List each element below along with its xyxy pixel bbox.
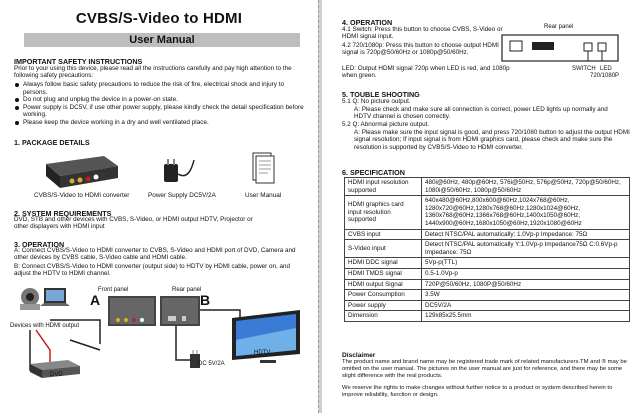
package-item-power: Power Supply DC5V/2A <box>148 192 216 199</box>
safety-item: Always follow basic safety precautions to reduce the risk of fire, electrical shock and injury to persons. <box>14 81 304 96</box>
manual-subtitle: User Manual <box>24 33 300 47</box>
spec-row <box>345 240 630 258</box>
spec-key: HDMI DDC signal <box>345 258 422 269</box>
diagram-label-b: B <box>200 292 211 308</box>
diagram-label-a: A <box>90 292 101 308</box>
safety-list <box>14 81 304 127</box>
rear-panel-diagram <box>500 33 624 67</box>
system-text: DVD, STB and other devices with CVBS, S-Video, or HDMI output HDTV, Projector or other displayers with HDMI input <box>14 216 253 231</box>
disclaimer-p2: We reserve the rights to make changes without further notice to a product or system described herein to improve reliability, function or design. <box>342 385 613 398</box>
power-supply-illustration <box>158 150 198 190</box>
spec-row <box>345 279 630 290</box>
safety-item: Power supply is DC5V, if use other power supply, please kindly check the detail specification before working. <box>14 104 304 119</box>
spec-row <box>345 229 630 240</box>
spec-key: HDMI input resolution supported <box>345 178 422 196</box>
disclaimer-p1: The product name and brand name may be registered trade mark of related manufacturers.TM and ® may be omitted on the user manual. The pictures on the user manual are just for reference, and there may be some slight difference with the real products. <box>342 359 627 379</box>
spec-table <box>344 177 630 322</box>
camera-icon <box>20 288 40 310</box>
spec-key: HDMI graphics card input resolution supported <box>345 196 422 229</box>
rear-panel-label: Rear panel <box>544 24 574 30</box>
package-item-converter: CVBS/S-Video to HDMI converter <box>34 192 130 199</box>
diagram-front-panel: Front panel <box>98 287 129 293</box>
trouble-heading: 5. TOUBLE SHOOTING <box>342 90 420 99</box>
spec-value: Detect NTSC/PAL automatically Y:1.0Vp-p Impedance75Ω C:0.6Vp-p Impedance: 75Ω <box>422 240 630 258</box>
safety-item: Do not plug and unplug the device in a power-on state. <box>14 96 304 104</box>
diagram-dvd: DVD <box>50 372 63 378</box>
package-item-manual: User Manual <box>245 192 282 199</box>
spec-value: Detect NTSC/PAL automatically: 1.0Vp-p Impedance: 75Ω <box>422 229 630 240</box>
operation-b: B: Connect CVBS/S-Video to HDMI converter (output side) to HDTV by HDMI cable, power on, and adjust the HDTV to HDMI channel. <box>14 263 291 278</box>
diagram-power: DC 5V/2A <box>198 361 225 367</box>
package-heading: 1. PACKAGE DETAILS <box>14 138 90 147</box>
spec-row <box>345 290 630 301</box>
diagram-rear-panel: Rear panel <box>172 287 202 293</box>
spec-key: Power supply <box>345 300 422 311</box>
spec-key: Power Consumption <box>345 290 422 301</box>
trouble-q2: 5.2 Q: Abnormal picture output. <box>342 121 430 128</box>
led-label: LED <box>600 66 612 72</box>
trouble-a1: A: Please check and make sure all connection is correct, power LED lights up normally and HDTV channel is chosen correctly. <box>354 106 608 121</box>
trouble-a2: A: Please make sure the input signal is good, and press 720/1080 button to adjust the output HDMI signal resolution; If input signal is from HDMI graphics card, please check and make sure the resolution is supported by CVBS/S-Video to HDMI converter. <box>354 129 630 151</box>
spec-key: S-Video input <box>345 240 422 258</box>
spec-value: 3.5W <box>422 290 630 301</box>
system-heading: 2. SYSTEM REQUIREMENTS <box>14 209 112 218</box>
spec-value: 480i@60Hz, 480p@60Hz, 576i@50Hz, 576p@50Hz, 720p@50/60Hz, 1080i@50/60Hz, 1080p@50/60Hz <box>422 178 630 196</box>
right-operation-heading: 4. OPERATION <box>342 18 393 27</box>
spec-key: HDMI output Signal <box>345 279 422 290</box>
spec-key: CVBS input <box>345 229 422 240</box>
switch-text: 4.1 Switch: Press this button to choose CVBS, S-Video or HDMI signal input. <box>342 26 503 41</box>
manual-title: CVBS/S-Video to HDMI <box>75 10 243 27</box>
spec-key: Dimension <box>345 311 422 322</box>
spec-heading: 6. SPECIFICATION <box>342 168 405 177</box>
laptop-icon <box>40 288 70 306</box>
diagram-devices: Devices with HDMI output <box>10 323 80 329</box>
diagram-hdtv: HDTV <box>254 350 271 356</box>
spec-row <box>345 268 630 279</box>
operation-a: A: Connect CVBS/S-Video to HDMI converter to CVBS, S-Video and HDMI port of DVD, Camera and other devices by CVBS cable, S-Video cable and HDMI cable. <box>14 247 296 262</box>
safety-item: Please keep the device working in a dry and well ventilated place. <box>14 119 304 127</box>
spec-value: 5Vp-p(TTL) <box>422 258 630 269</box>
spec-value: 640x480@60Hz,800x600@60Hz,1024x768@60Hz, 1280x720@60Hz,1280x768@60Hz,1280x1024@60Hz, 1360x768@60Hz,1366x768@60Hz,1400x1050@60Hz, 1440x900@60Hz,1680x1050@60Hz,1920x1080@60Hz <box>422 196 630 229</box>
safety-heading: IMPORTANT SAFETY INSTRUCTIONS <box>14 57 143 66</box>
right-page <box>322 0 640 413</box>
spec-row <box>345 300 630 311</box>
switch-label: SWITCH <box>572 66 596 72</box>
spec-value: DC5V/2A <box>422 300 630 311</box>
safety-intro: Prior to your using this device, please read all the instructions carefully and pay high attention to the following safety precautions: <box>14 65 292 80</box>
converter-illustration <box>42 150 122 192</box>
left-page <box>0 0 318 413</box>
spec-row <box>345 311 630 322</box>
res-label: 720/1080P <box>590 73 620 79</box>
spec-row <box>345 196 630 229</box>
spec-row <box>345 258 630 269</box>
spec-row <box>345 178 630 196</box>
spec-value: 129x85x25.5mm <box>422 311 630 322</box>
user-manual-illustration <box>250 151 276 185</box>
led-text: LED: Output HDMI signal 720p when LED is red, and 1080p when green. <box>342 65 510 80</box>
disclaimer-heading: Disclaimer <box>342 352 376 359</box>
connection-diagram <box>10 280 310 410</box>
operation-heading: 3. OPERATION <box>14 240 65 249</box>
spec-key: HDMI TMDS signal <box>345 268 422 279</box>
trouble-q1: 5.1 Q: No picture output. <box>342 98 411 105</box>
spec-value: 720P@50/60Hz, 1080P@50/60Hz <box>422 279 630 290</box>
rear-panel-icon <box>160 296 200 326</box>
resolution-text: 4.2 720/1080p: Press this button to choose output HDMI signal is 720p@50/60Hz or 1080p@50/60Hz. <box>342 42 499 57</box>
front-panel-icon <box>108 296 156 326</box>
spec-value: 0.5-1.0Vp-p <box>422 268 630 279</box>
